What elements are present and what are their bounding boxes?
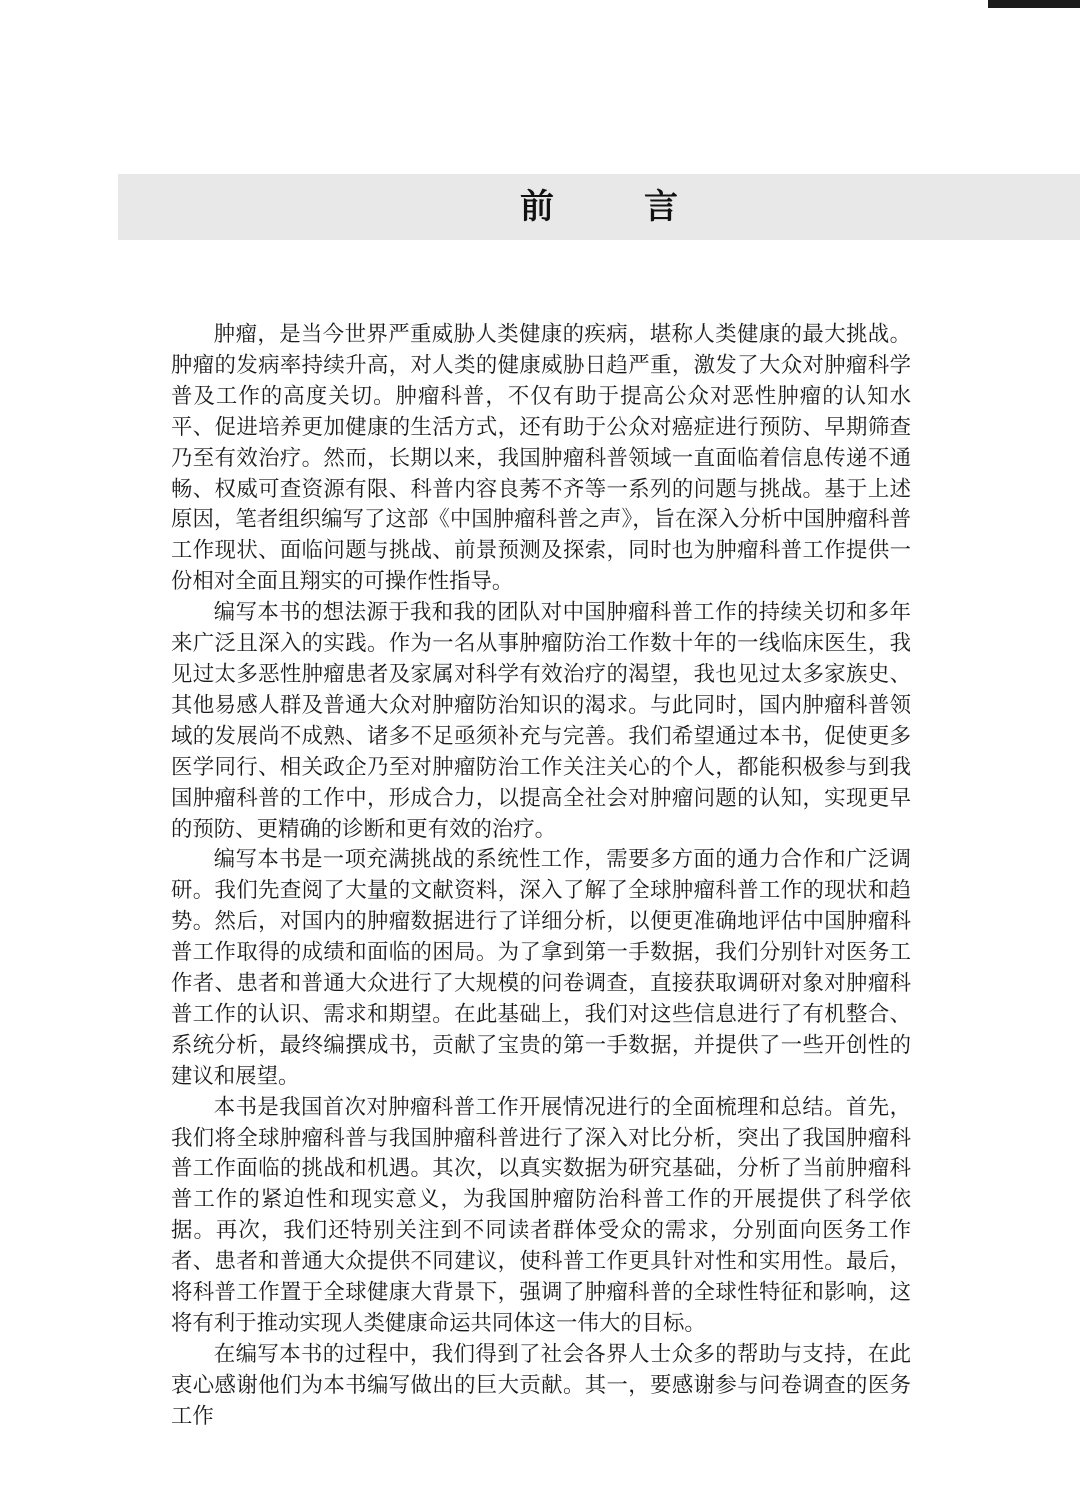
paragraph-5: 在编写本书的过程中，我们得到了社会各界人士众多的帮助与支持，在此衷心感谢他们为本书编写做出的巨大贡献。其一，要感谢参与问卷调查的医务工作 [171,1341,911,1429]
paragraph-2: 编写本书的想法源于我和我的团队对中国肿瘤科普工作的持续关切和多年来广泛且深入的实践。作为一名从事肿瘤防治工作数十年的一线临床医生，我见过太多恶性肿瘤患者及家属对科学有效治疗的渴望，我也见过太多家族史、其他易感人群及普通大众对肿瘤防治知识的渴求。与此同时，国内肿瘤科普领域的发展尚不成熟、诸多不足亟须补充与完善。我们希望通过本书，促使更多医学同行、相关政企乃至对肿瘤防治工作关注关心的个人，都能积极参与到我国肿瘤科普的工作中，形成合力，以提高全社会对肿瘤问题的认知，实现更早的预防、更精确的诊断和更有效的治疗。 [171,600,911,842]
title-band [118,174,1080,240]
paragraph-4: 本书是我国首次对肿瘤科普工作开展情况进行的全面梳理和总结。首先，我们将全球肿瘤科普与我国肿瘤科普进行了深入对比分析，突出了我国肿瘤科普工作面临的挑战和机遇。其次，以真实数据为研究基础，分析了当前肿瘤科普工作的紧迫性和现实意义，为我国肿瘤防治科普工作的开展提供了科学依据。再次，我们还特别关注到不同读者群体受众的需求，分别面向医务工作者、患者和普通大众提供不同建议，使科普工作更具针对性和实用性。最后，将科普工作置于全球健康大背景下，强调了肿瘤科普的全球性特征和影响，这将有利于推动实现人类健康命运共同体这一伟大的目标。 [171,1094,911,1336]
page-corner-tab [988,0,1080,8]
paragraph-3: 编写本书是一项充满挑战的系统性工作，需要多方面的通力合作和广泛调研。我们先查阅了大量的文献资料，深入了解了全球肿瘤科普工作的现状和趋势。然后，对国内的肿瘤数据进行了详细分析，以便更准确地评估中国肿瘤科普工作取得的成绩和面临的困局。为了拿到第一手数据，我们分别针对医务工作者、患者和普通大众进行了大规模的问卷调查，直接获取调研对象对肿瘤科普工作的认识、需求和期望。在此基础上，我们对这些信息进行了有机整合、系统分析，最终编撰成书，贡献了宝贵的第一手数据，并提供了一些开创性的建议和展望。 [171,847,911,1089]
preface-body [171,320,911,1433]
paragraph-1: 肿瘤，是当今世界严重威胁人类健康的疾病，堪称人类健康的最大挑战。肿瘤的发病率持续升高，对人类的健康威胁日趋严重，激发了大众对肿瘤科学普及工作的高度关切。肿瘤科普，不仅有助于提高公众对恶性肿瘤的认知水平、促进培养更加健康的生活方式，还有助于公众对癌症进行预防、早期筛查乃至有效治疗。然而，长期以来，我国肿瘤科普领域一直面临着信息传递不通畅、权威可查资源有限、科普内容良莠不齐等一系列的问题与挑战。基于上述原因，笔者组织编写了这部《中国肿瘤科普之声》，旨在深入分析中国肿瘤科普工作现状、面临问题与挑战、前景预测及探索，同时也为肿瘤科普工作提供一份相对全面且翔实的可操作性指导。 [171,322,911,595]
page-title: 前 言 [520,187,706,227]
